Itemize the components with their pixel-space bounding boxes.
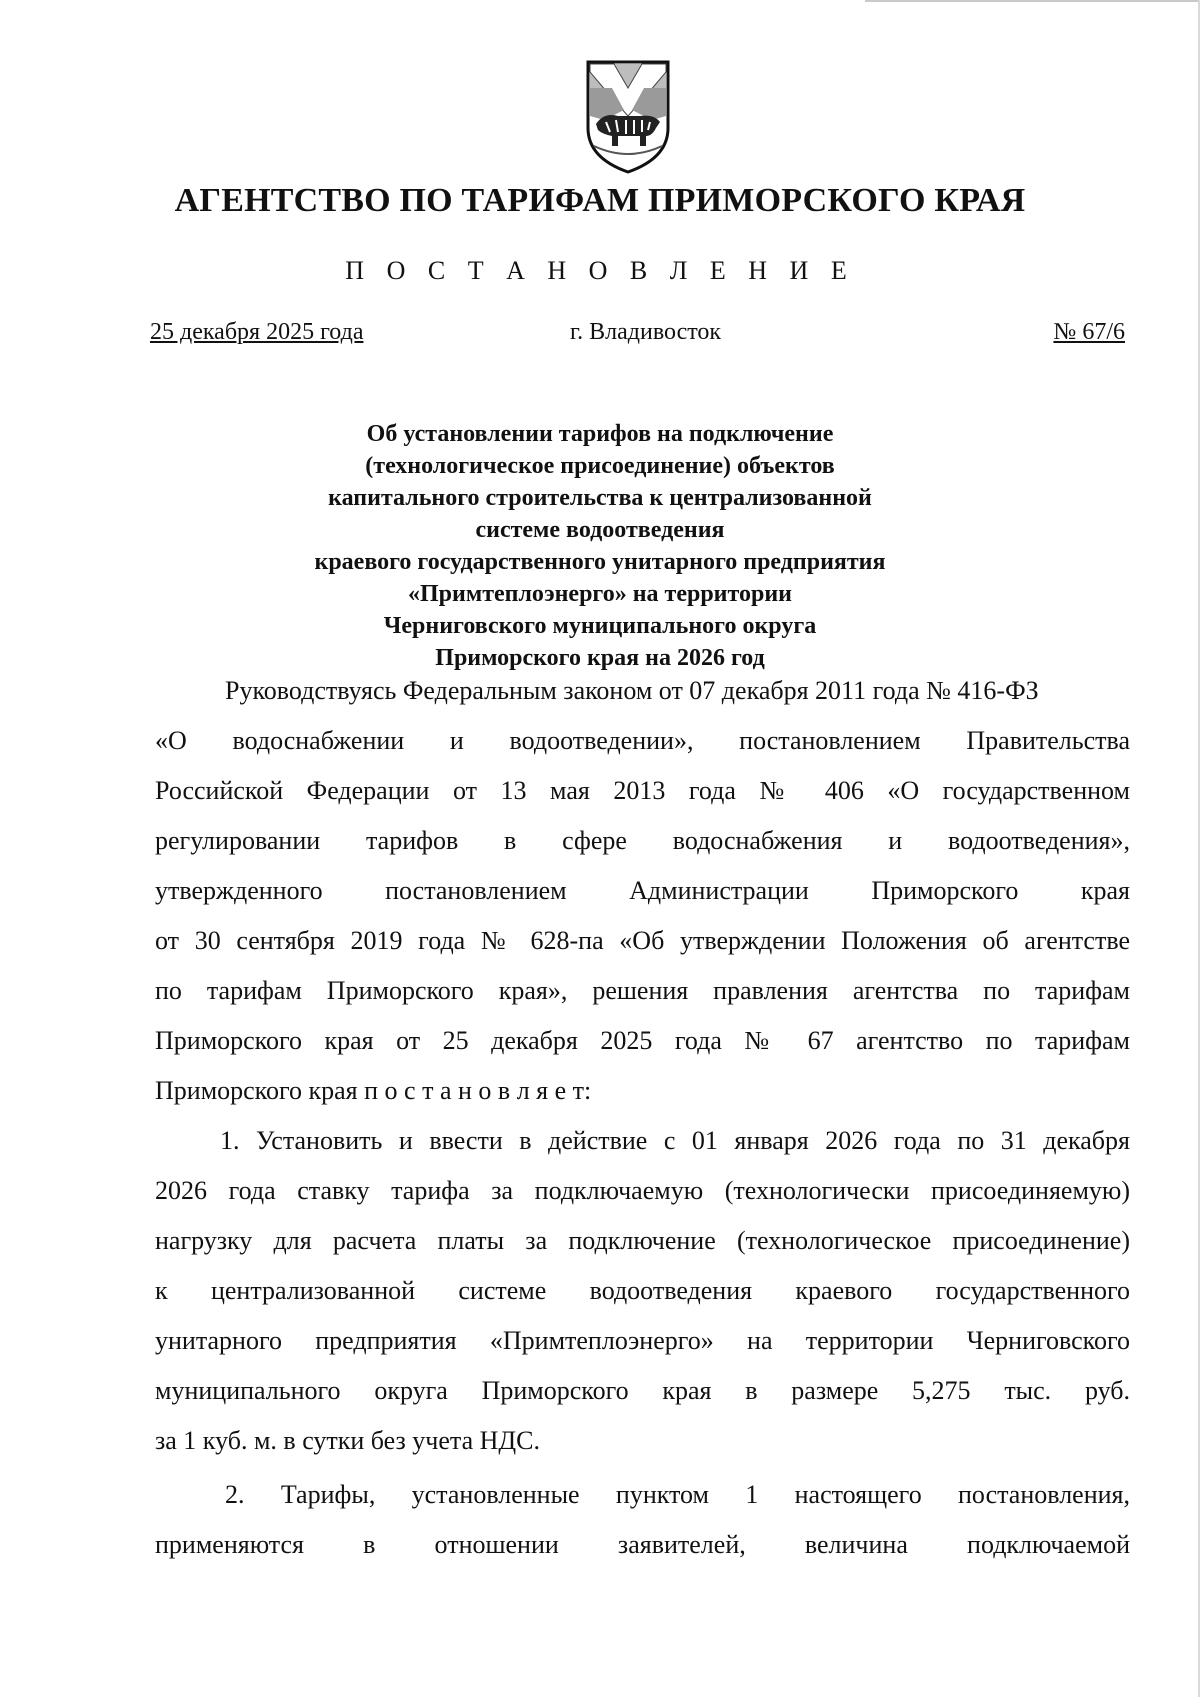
body-line: по тарифам Приморского края», решения правления агентства по тарифам bbox=[155, 976, 1130, 1005]
title-line: краевого государственного унитарного предприятия bbox=[314, 549, 886, 575]
body-line: Российской Федерации от 13 мая 2013 года № 406 «О государственном bbox=[155, 776, 1130, 805]
body-line: нагрузку для расчета платы за подключение (технологическое присоединение) bbox=[155, 1226, 1130, 1255]
coat-of-arms-emblem bbox=[584, 58, 672, 176]
body-line: муниципального округа Приморского края в размере 5,275 тыс. руб. bbox=[155, 1376, 1130, 1405]
document-title bbox=[0, 418, 1200, 674]
document-type: П О С Т А Н О В Л Е Н И Е bbox=[345, 256, 855, 285]
document-number: № 67/6 bbox=[1053, 319, 1125, 345]
body-line: «О водоснабжении и водоотведении», постановлением Правительства bbox=[155, 726, 1130, 755]
document-date: 25 декабря 2025 года bbox=[150, 319, 364, 345]
document-body bbox=[155, 666, 1130, 1570]
body-line: 1. Установить и ввести в действие с 01 января 2026 года по 31 декабря bbox=[220, 1126, 1130, 1155]
body-line: применяются в отношении заявителей, величина подключаемой bbox=[155, 1530, 1130, 1559]
title-line: Черниговского муниципального округа bbox=[383, 613, 817, 639]
body-line: унитарного предприятия «Примтеплоэнерго» на территории Черниговского bbox=[155, 1326, 1130, 1355]
document-city: г. Владивосток bbox=[570, 319, 722, 345]
body-line: регулировании тарифов в сфере водоснабжения и водоотведения», bbox=[155, 826, 1130, 855]
title-line: (технологическое присоединение) объектов bbox=[365, 453, 835, 479]
agency-name: АГЕНТСТВО ПО ТАРИФАМ ПРИМОРСКОГО КРАЯ bbox=[174, 182, 1026, 219]
title-line: Приморского края на 2026 год bbox=[435, 645, 765, 671]
body-line: 2. Тарифы, установленные пунктом 1 настоящего постановления, bbox=[225, 1480, 1130, 1509]
body-line: Приморского края п о с т а н о в л я е т: bbox=[155, 1076, 592, 1105]
body-line: 2026 года ставку тарифа за подключаемую (технологически присоединяемую) bbox=[155, 1176, 1130, 1205]
body-line: Приморского края от 25 декабря 2025 года № 67 агентство по тарифам bbox=[155, 1026, 1130, 1055]
body-line: Руководствуясь Федеральным законом от 07 декабря 2011 года № 416-ФЗ bbox=[225, 676, 1039, 705]
title-line: системе водоотведения bbox=[475, 517, 725, 543]
title-line: Об установлении тарифов на подключение bbox=[366, 421, 834, 447]
body-line: за 1 куб. м. в сутки без учета НДС. bbox=[155, 1426, 540, 1455]
title-line: «Примтеплоэнерго» на территории bbox=[408, 581, 792, 607]
body-line: к централизованной системе водоотведения краевого государственного bbox=[155, 1276, 1130, 1305]
title-line: капитального строительства к централизованной bbox=[328, 485, 872, 511]
scan-edge-top bbox=[865, 0, 1200, 2]
body-line: утвержденного постановлением Администрации Приморского края bbox=[155, 876, 1130, 905]
body-line: от 30 сентября 2019 года № 628-па «Об утверждении Положения об агентстве bbox=[155, 926, 1130, 955]
